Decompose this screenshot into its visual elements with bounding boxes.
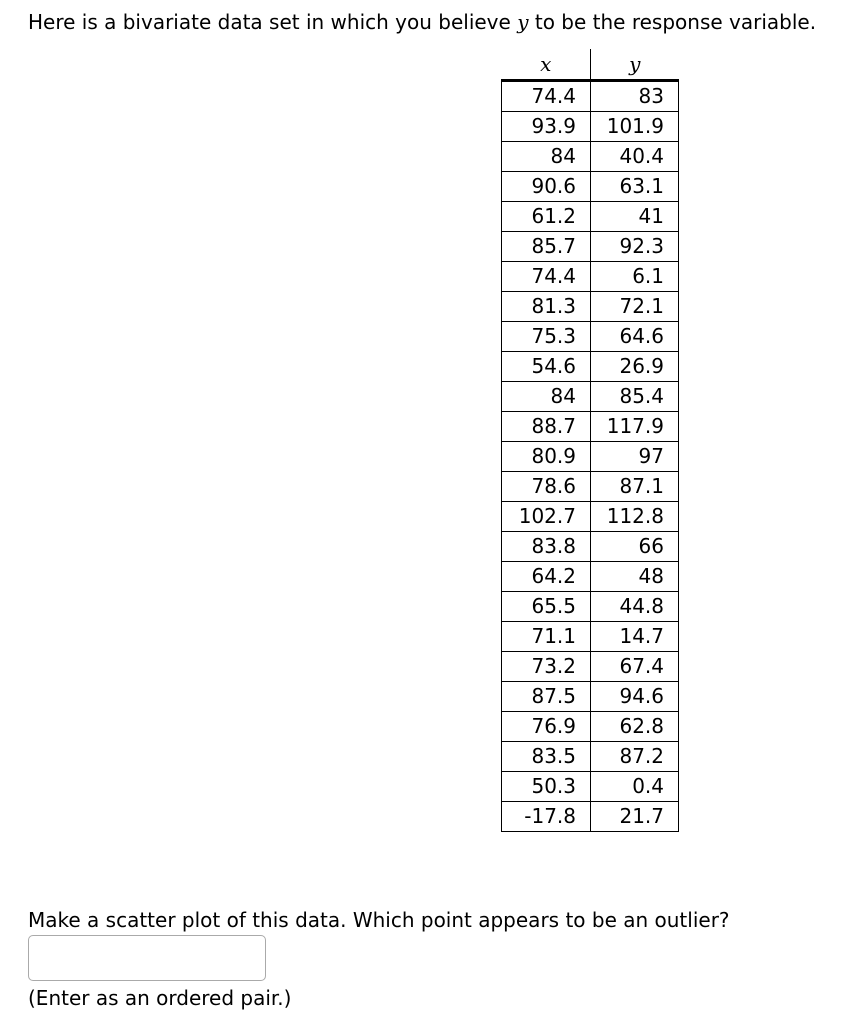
table-row	[502, 652, 679, 682]
table-row	[502, 382, 679, 412]
cell-x: 71.1	[502, 622, 591, 652]
table-row	[502, 592, 679, 622]
table-row	[502, 682, 679, 712]
cell-y: 87.1	[591, 472, 679, 502]
cell-y: 112.8	[591, 502, 679, 532]
cell-y: 62.8	[591, 712, 679, 742]
question-text: Make a scatter plot of this data. Which point appears to be an outlier?	[28, 908, 730, 932]
table-row	[502, 142, 679, 172]
table-row	[502, 742, 679, 772]
cell-x: 73.2	[502, 652, 591, 682]
table-header-row	[502, 49, 679, 81]
cell-y: 85.4	[591, 382, 679, 412]
cell-x: 87.5	[502, 682, 591, 712]
problem-statement-after: to be the response variable.	[528, 10, 817, 34]
cell-x: 85.7	[502, 232, 591, 262]
cell-x: 93.9	[502, 112, 591, 142]
cell-x: 64.2	[502, 562, 591, 592]
table-row	[502, 322, 679, 352]
table-row	[502, 712, 679, 742]
table-row	[502, 472, 679, 502]
table-row	[502, 622, 679, 652]
table-row	[502, 442, 679, 472]
cell-y: 14.7	[591, 622, 679, 652]
cell-y: 40.4	[591, 142, 679, 172]
cell-x: 61.2	[502, 202, 591, 232]
header-x: x	[502, 49, 591, 81]
table-row	[502, 262, 679, 292]
table-row	[502, 352, 679, 382]
problem-statement-before: Here is a bivariate data set in which you believe	[28, 10, 518, 34]
cell-y: 117.9	[591, 412, 679, 442]
table-row	[502, 172, 679, 202]
cell-x: 80.9	[502, 442, 591, 472]
cell-x: 88.7	[502, 412, 591, 442]
table-row	[502, 562, 679, 592]
cell-y: 48	[591, 562, 679, 592]
cell-x: 75.3	[502, 322, 591, 352]
cell-y: 94.6	[591, 682, 679, 712]
cell-x: -17.8	[502, 802, 591, 832]
table-row	[502, 202, 679, 232]
cell-y: 87.2	[591, 742, 679, 772]
bivariate-data-table	[501, 49, 679, 832]
cell-y: 83	[591, 81, 679, 112]
cell-y: 67.4	[591, 652, 679, 682]
header-y: y	[591, 49, 679, 81]
table-row	[502, 772, 679, 802]
table-body	[502, 81, 679, 832]
table-row	[502, 292, 679, 322]
cell-y: 41	[591, 202, 679, 232]
answer-format-hint: (Enter as an ordered pair.)	[28, 986, 292, 1010]
cell-x: 65.5	[502, 592, 591, 622]
response-variable: y	[517, 10, 529, 34]
cell-x: 83.5	[502, 742, 591, 772]
cell-y: 66	[591, 532, 679, 562]
cell-y: 97	[591, 442, 679, 472]
table-row	[502, 112, 679, 142]
cell-y: 92.3	[591, 232, 679, 262]
cell-x: 74.4	[502, 262, 591, 292]
cell-y: 72.1	[591, 292, 679, 322]
table-row	[502, 802, 679, 832]
cell-y: 6.1	[591, 262, 679, 292]
cell-x: 83.8	[502, 532, 591, 562]
table-row	[502, 81, 679, 112]
cell-x: 74.4	[502, 81, 591, 112]
table-row	[502, 412, 679, 442]
cell-x: 78.6	[502, 472, 591, 502]
cell-y: 64.6	[591, 322, 679, 352]
problem-statement	[28, 7, 816, 37]
cell-y: 44.8	[591, 592, 679, 622]
cell-x: 54.6	[502, 352, 591, 382]
outlier-answer-input[interactable]	[28, 935, 266, 981]
cell-y: 0.4	[591, 772, 679, 802]
cell-y: 21.7	[591, 802, 679, 832]
table-row	[502, 532, 679, 562]
cell-x: 50.3	[502, 772, 591, 802]
cell-x: 102.7	[502, 502, 591, 532]
table-row	[502, 502, 679, 532]
cell-x: 76.9	[502, 712, 591, 742]
cell-x: 90.6	[502, 172, 591, 202]
cell-y: 63.1	[591, 172, 679, 202]
cell-y: 101.9	[591, 112, 679, 142]
table-row	[502, 232, 679, 262]
cell-x: 84	[502, 142, 591, 172]
cell-x: 84	[502, 382, 591, 412]
cell-x: 81.3	[502, 292, 591, 322]
cell-y: 26.9	[591, 352, 679, 382]
